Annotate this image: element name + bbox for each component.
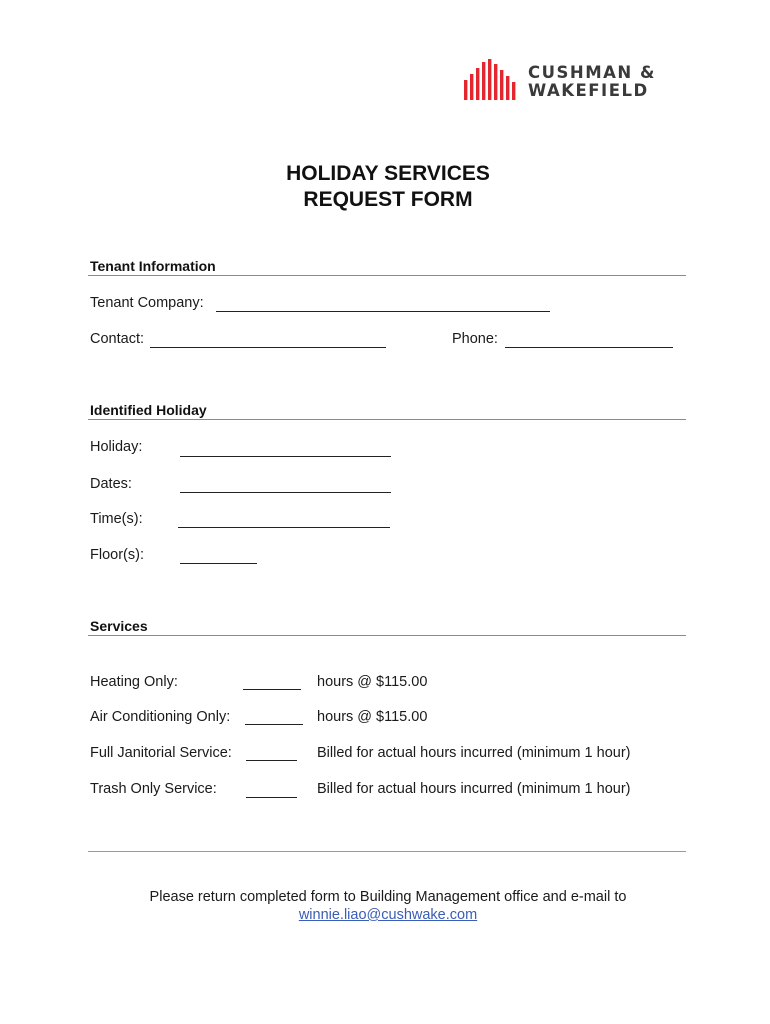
service-hours-field-heating[interactable] (243, 689, 301, 690)
footer-instructions: Please return completed form to Building Management office and e-mail to (149, 889, 627, 905)
phone-label: Phone: (452, 331, 498, 347)
tenant-info-rule (88, 275, 686, 276)
logo-text-line1: CUSHMAN & (528, 63, 656, 82)
times-label: Time(s): (90, 511, 143, 527)
service-label-janitorial: Full Janitorial Service: (90, 745, 232, 761)
service-note-trash: Billed for actual hours incurred (minimum 1 hour) (317, 781, 631, 797)
contact-email-link[interactable]: winnie.liao@cushwake.com (298, 907, 478, 923)
phone-field[interactable] (505, 347, 673, 348)
service-label-trash: Trash Only Service: (90, 781, 217, 797)
footer-divider (88, 851, 686, 852)
footer-email-row (0, 907, 770, 923)
service-label-heating: Heating Only: (90, 674, 178, 690)
tenant-info-heading: Tenant Information (90, 258, 216, 274)
holiday-rule (88, 419, 686, 420)
tenant-company-label: Tenant Company: (90, 295, 204, 311)
service-label-air-conditioning: Air Conditioning Only: (90, 709, 231, 725)
tenant-company-field[interactable] (216, 311, 550, 312)
company-logo (462, 58, 662, 102)
contact-label: Contact: (90, 331, 144, 347)
form-title-line1: HOLIDAY SERVICES (286, 162, 490, 185)
service-hours-field-janitorial[interactable] (246, 760, 297, 761)
dates-field[interactable] (180, 492, 391, 493)
service-note-air-conditioning: hours @ $115.00 (317, 709, 428, 725)
service-hours-field-trash[interactable] (246, 797, 297, 798)
floors-field[interactable] (180, 563, 257, 564)
service-note-heating: hours @ $115.00 (317, 674, 428, 690)
contact-field[interactable] (150, 347, 386, 348)
service-note-janitorial: Billed for actual hours incurred (minimum 1 hour) (317, 745, 631, 761)
holiday-field[interactable] (180, 456, 391, 457)
holiday-heading: Identified Holiday (90, 402, 207, 418)
logo-bars-icon (462, 58, 520, 102)
floors-label: Floor(s): (90, 547, 144, 563)
service-hours-field-air-conditioning[interactable] (245, 724, 303, 725)
logo-text-line2: WAKEFIELD (528, 81, 649, 100)
dates-label: Dates: (90, 476, 132, 492)
services-rule (88, 635, 686, 636)
holiday-label: Holiday: (90, 439, 143, 455)
services-heading: Services (90, 618, 148, 634)
times-field[interactable] (178, 527, 390, 528)
form-title-line2: REQUEST FORM (303, 188, 473, 211)
